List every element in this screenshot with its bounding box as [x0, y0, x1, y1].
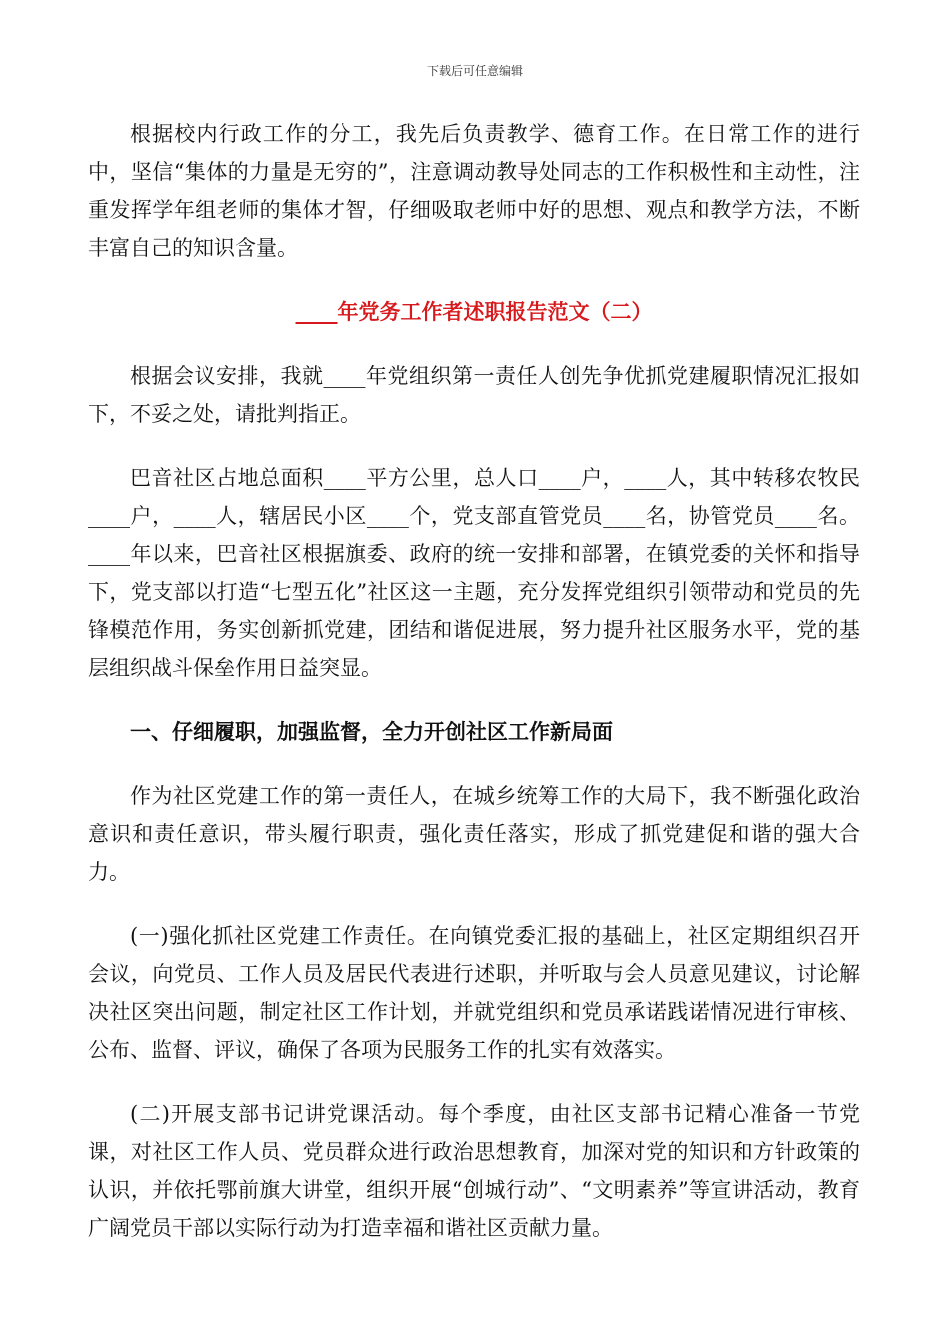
spacer: [88, 267, 860, 293]
spacer: [88, 1069, 860, 1095]
spacer: [88, 891, 860, 917]
paragraph-community: 巴音社区占地总面积____平方公里，总人口____户，____人，其中转移农牧民____户，____人，辖居民小区____个，党支部直管党员____名，协管党员____名。____年以来，巴音社区根据旗委、政府的统一安排和部署，在镇党委的关怀和指导下，党支部以打造“七型五化”社区这一主题，充分发挥党组织引领带动和党员的先锋模范作用，务实创新抓党建，团结和谐促进展，努力提升社区服务水平，党的基层组织战斗保垒作用日益突显。: [88, 466, 860, 680]
section-heading-1: 一、仔细履职，加强监督，全力开创社区工作新局面: [130, 719, 613, 744]
spacer: [88, 751, 860, 777]
document-title: ____年党务工作者述职报告范文（二）: [295, 299, 653, 324]
paragraph-item-1: (一)强化抓社区党建工作责任。在向镇党委汇报的基础上，社区定期组织召开会议，向党员、工作人员及居民代表进行述职，并听取与会人员意见建议，讨论解决社区突出问题，制定社区工作计划，并就党组织和党员承诺践诺情况进行审核、公布、监督、评议，确保了各项为民服务工作的扎实有效落实。: [88, 924, 860, 1062]
spacer: [88, 687, 860, 713]
paragraph-intro: 根据校内行政工作的分工，我先后负责教学、德育工作。在日常工作的进行中，坚信“集体的力量是无穷的”，注意调动教导处同志的工作积极性和主动性，注重发挥学年组老师的集体才智，仔细吸取老师中好的思想、观点和教学方法，不断丰富自己的知识含量。: [88, 122, 860, 260]
page-header-note: 下载后可任意编辑: [426, 64, 523, 78]
paragraph-item-2: (二)开展支部书记讲党课活动。每个季度，由社区支部书记精心准备一节党课，对社区工作人员、党员群众进行政治思想教育，加深对党的知识和方针政策的认识，并依托鄂前旗大讲堂，组织开展“创城行动”、“文明素养”等宣讲活动，教育广阔党员干部以实际行动为打造幸福和谐社区贡献力量。: [88, 1102, 860, 1240]
paragraph-responsibility: 作为社区党建工作的第一责任人，在城乡统筹工作的大局下，我不断强化政治意识和责任意识，带头履行职责，强化责任落实，形成了抓党建促和谐的强大合力。: [88, 784, 860, 884]
spacer: [88, 331, 860, 357]
document-body: [88, 115, 860, 1247]
spacer: [88, 433, 860, 459]
paragraph-meeting: 根据会议安排，我就____年党组织第一责任人创先争优抓党建履职情况汇报如下，不妥之处，请批判指正。: [88, 364, 860, 426]
